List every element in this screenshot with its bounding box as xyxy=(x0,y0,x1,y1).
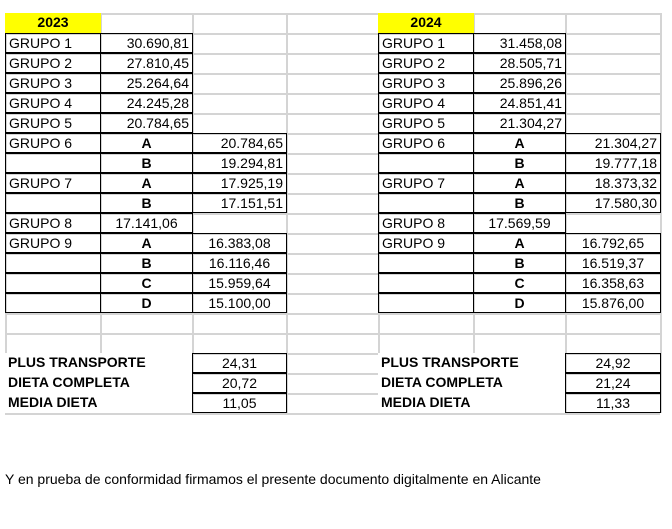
group-label: GRUPO 1 xyxy=(5,33,101,53)
subgroup-letter: B xyxy=(473,153,566,173)
group-salary: 25.264,64 xyxy=(100,73,193,93)
group-label: GRUPO 9 xyxy=(378,233,474,253)
group-label: GRUPO 8 xyxy=(5,213,101,233)
year-header: 2023 xyxy=(5,13,101,33)
subgroup-letter: D xyxy=(100,293,193,313)
subgroup-letter: A xyxy=(100,233,193,253)
group-label: GRUPO 5 xyxy=(5,113,101,133)
group-label: GRUPO 6 xyxy=(5,133,101,153)
subgroup-letter: B xyxy=(473,193,566,213)
extra-label: DIETA COMPLETA xyxy=(378,373,566,393)
group-label xyxy=(5,193,101,213)
group-label: GRUPO 2 xyxy=(5,53,101,73)
group-label xyxy=(378,293,474,313)
group-label xyxy=(5,273,101,293)
subgroup-letter: C xyxy=(473,273,566,293)
group-label: GRUPO 3 xyxy=(5,73,101,93)
subgroup-salary: 16.519,37 xyxy=(565,253,661,273)
subgroup-letter: B xyxy=(100,253,193,273)
subgroup-salary: 20.784,65 xyxy=(192,133,287,153)
extra-label: PLUS TRANSPORTE xyxy=(378,353,566,373)
group-label xyxy=(378,153,474,173)
subgroup-letter: B xyxy=(473,253,566,273)
group-salary: 17.569,59 xyxy=(473,213,566,233)
extra-value: 20,72 xyxy=(192,373,287,393)
subgroup-letter: A xyxy=(473,173,566,193)
extra-value: 24,31 xyxy=(192,353,287,373)
subgroup-letter: A xyxy=(473,133,566,153)
group-label: GRUPO 9 xyxy=(5,233,101,253)
gridline xyxy=(5,333,660,335)
extra-value: 11,05 xyxy=(192,393,287,413)
extra-value: 21,24 xyxy=(565,373,661,393)
subgroup-salary: 15.876,00 xyxy=(565,293,661,313)
footer-text: Y en prueba de conformidad firmamos el presente documento digitalmente en Alicante xyxy=(5,471,541,487)
extra-label: DIETA COMPLETA xyxy=(5,373,193,393)
subgroup-letter: D xyxy=(473,293,566,313)
subgroup-salary: 21.304,27 xyxy=(565,133,661,153)
subgroup-salary: 16.792,65 xyxy=(565,233,661,253)
extra-value: 24,92 xyxy=(565,353,661,373)
group-label: GRUPO 2 xyxy=(378,53,474,73)
group-salary: 21.304,27 xyxy=(473,113,566,133)
gridline xyxy=(5,13,660,15)
subgroup-letter: A xyxy=(100,173,193,193)
group-salary: 24.851,41 xyxy=(473,93,566,113)
group-label: GRUPO 3 xyxy=(378,73,474,93)
gridline xyxy=(5,313,660,315)
subgroup-salary: 17.925,19 xyxy=(192,173,287,193)
subgroup-salary: 16.383,08 xyxy=(192,233,287,253)
subgroup-salary: 17.580,30 xyxy=(565,193,661,213)
subgroup-salary: 19.777,18 xyxy=(565,153,661,173)
group-salary: 17.141,06 xyxy=(100,213,193,233)
subgroup-letter: A xyxy=(473,233,566,253)
group-label: GRUPO 4 xyxy=(378,93,474,113)
subgroup-salary: 17.151,51 xyxy=(192,193,287,213)
group-salary: 30.690,81 xyxy=(100,33,193,53)
subgroup-letter: A xyxy=(100,133,193,153)
subgroup-salary: 16.116,46 xyxy=(192,253,287,273)
group-label xyxy=(5,253,101,273)
subgroup-letter: C xyxy=(100,273,193,293)
group-salary: 20.784,65 xyxy=(100,113,193,133)
group-salary: 25.896,26 xyxy=(473,73,566,93)
subgroup-salary: 18.373,32 xyxy=(565,173,661,193)
year-header: 2024 xyxy=(378,13,474,33)
extra-value: 11,33 xyxy=(565,393,661,413)
group-salary: 28.505,71 xyxy=(473,53,566,73)
group-label: GRUPO 8 xyxy=(378,213,474,233)
group-salary: 31.458,08 xyxy=(473,33,566,53)
group-label: GRUPO 1 xyxy=(378,33,474,53)
extra-label: MEDIA DIETA xyxy=(5,393,193,413)
group-label: GRUPO 5 xyxy=(378,113,474,133)
subgroup-salary: 16.358,63 xyxy=(565,273,661,293)
group-label xyxy=(378,273,474,293)
subgroup-salary: 19.294,81 xyxy=(192,153,287,173)
subgroup-letter: B xyxy=(100,193,193,213)
group-label: GRUPO 7 xyxy=(378,173,474,193)
subgroup-letter: B xyxy=(100,153,193,173)
group-label: GRUPO 4 xyxy=(5,93,101,113)
group-label: GRUPO 7 xyxy=(5,173,101,193)
group-label xyxy=(5,153,101,173)
group-label xyxy=(378,253,474,273)
extra-label: PLUS TRANSPORTE xyxy=(5,353,193,373)
group-salary: 24.245,28 xyxy=(100,93,193,113)
group-label xyxy=(378,193,474,213)
group-label xyxy=(5,293,101,313)
group-salary: 27.810,45 xyxy=(100,53,193,73)
subgroup-salary: 15.959,64 xyxy=(192,273,287,293)
extra-label: MEDIA DIETA xyxy=(378,393,566,413)
subgroup-salary: 15.100,00 xyxy=(192,293,287,313)
group-label: GRUPO 6 xyxy=(378,133,474,153)
gridline xyxy=(5,413,660,415)
